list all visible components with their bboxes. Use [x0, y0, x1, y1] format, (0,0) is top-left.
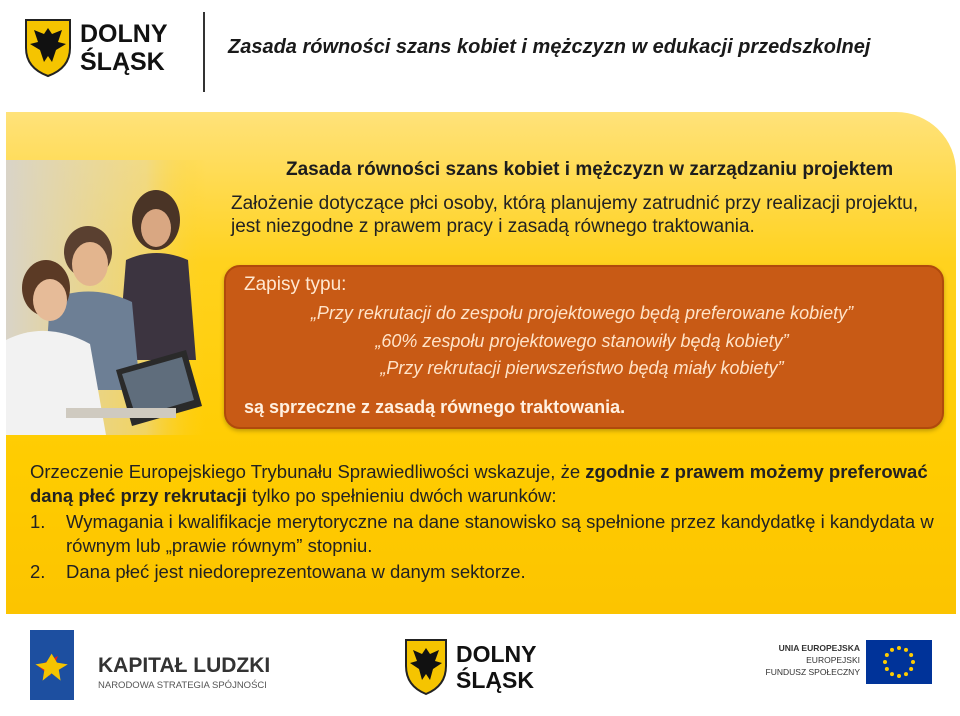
ruling-bold: zgodnie z prawem możemy preferować daną płeć przy rekrutacji	[30, 461, 928, 506]
eu-star-icon	[883, 660, 887, 664]
dolny-slask-footer-logo	[404, 636, 564, 696]
condition-text: Dana płeć jest niedoreprezentowana w danym sektorze.	[66, 561, 526, 582]
eu-line-1: UNIA EUROPEJSKA	[778, 643, 860, 653]
kl-title: KAPITAŁ LUDZKI	[98, 654, 271, 677]
logo-text-dolny: DOLNY	[80, 20, 168, 48]
eu-star-icon	[904, 648, 908, 652]
dolny-slask-logo	[22, 14, 192, 78]
condition-item-1	[30, 510, 940, 558]
callout-quote-2: „60% zespołu projektowego stanowiły będą kobiety”	[375, 331, 789, 351]
eu-star-icon	[890, 648, 894, 652]
condition-number: 2.	[30, 561, 46, 582]
header-divider	[203, 12, 205, 92]
eu-star-icon	[909, 653, 913, 657]
eu-flag-icon	[866, 640, 932, 684]
condition-number: 1.	[30, 511, 46, 532]
kapital-ludzki-logo	[28, 626, 288, 704]
eu-star-icon	[911, 660, 915, 664]
ruling-paragraph	[30, 460, 940, 508]
callout-quote-1: „Przy rekrutacji do zespołu projektowego będą preferowane kobiety”	[310, 303, 854, 323]
eu-star-icon	[897, 674, 901, 678]
page-title: Zasada równości szans kobiet i mężczyzn w edukacji przedszkolnej	[228, 36, 871, 58]
eu-star-icon	[885, 653, 889, 657]
eu-star-icon	[885, 667, 889, 671]
eu-star-icon	[909, 667, 913, 671]
condition-item-2	[30, 560, 940, 584]
callout-quote-3: „Przy rekrutacji pierwszeństwo będą miały kobiety”	[380, 358, 784, 378]
logo-text-slask: ŚLĄSK	[456, 667, 534, 693]
callout-heading: Zapisy typu:	[244, 274, 347, 295]
office-photo	[6, 160, 206, 435]
eu-line-3: FUNDUSZ SPOŁECZNY	[765, 667, 860, 677]
eu-text	[724, 642, 860, 678]
logo-text-dolny: DOLNY	[456, 641, 537, 667]
eu-star-icon	[897, 646, 901, 650]
eu-line-2: EUROPEJSKI	[806, 655, 860, 665]
assumption-text: Założenie dotyczące płci osoby, którą planujemy zatrudnić przy realizacji projektu, jest niezgodne z prawem pracy i zasadą równego traktowania.	[231, 193, 919, 237]
eu-star-icon	[904, 672, 908, 676]
eu-star-icon	[890, 672, 894, 676]
logo-text-slask: ŚLĄSK	[80, 48, 165, 76]
callout-conclusion: są sprzeczne z zasadą równego traktowania.	[244, 397, 626, 417]
ruling-outro: tylko po spełnieniu dwóch warunków:	[246, 485, 557, 506]
condition-text: Wymagania i kwalifikacje merytoryczne na dane stanowisko są spełnione przez kandydatkę i kandydata w równym lub „prawie równym” stopniu.	[66, 511, 934, 556]
kl-subtitle: NARODOWA STRATEGIA SPÓJNOŚCI	[98, 680, 267, 691]
section-title: Zasada równości szans kobiet i mężczyzn w zarządzaniu projektem	[286, 159, 894, 180]
ruling-intro: Orzeczenie Europejskiego Trybunału Sprawiedliwości wskazuje, że	[30, 461, 586, 482]
